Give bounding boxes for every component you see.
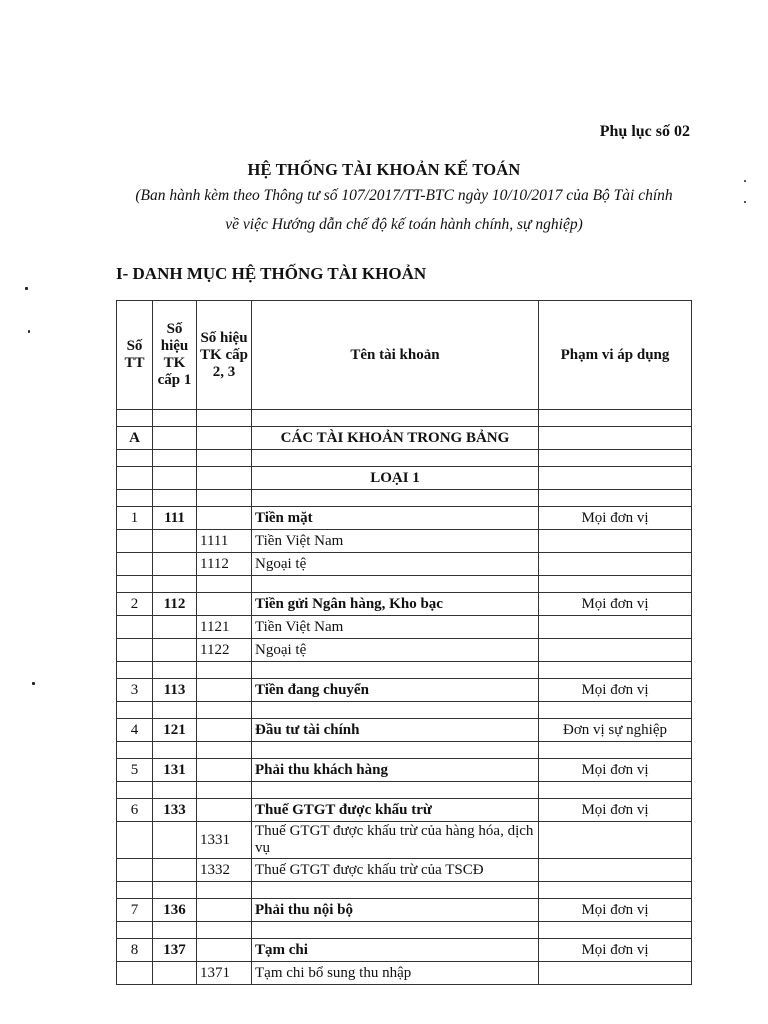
level2-code-cell: 1121	[197, 616, 252, 639]
level1-code-cell: 113	[153, 679, 197, 702]
stt-cell: 2	[117, 593, 153, 616]
empty-cell	[153, 490, 197, 507]
level2-code-cell: 1331	[197, 822, 252, 859]
level2-code-cell	[197, 679, 252, 702]
account-name-cell: Phải thu khách hàng	[252, 759, 539, 782]
empty-cell	[197, 702, 252, 719]
empty-cell	[539, 662, 692, 679]
accounts-table	[116, 300, 692, 985]
empty-cell	[539, 410, 692, 427]
document-title: HỆ THỐNG TÀI KHOẢN KẾ TOÁN	[247, 160, 521, 179]
account-name-cell: Đầu tư tài chính	[252, 719, 539, 742]
scope-cell	[539, 639, 692, 662]
document-subtitle-line-2: về việc Hướng dẫn chế độ kế toán hành chính, sự nghiệp)	[225, 216, 583, 233]
empty-cell	[252, 702, 539, 719]
subaccount-row	[117, 616, 692, 639]
scan-speck	[744, 201, 746, 203]
empty-cell	[252, 576, 539, 593]
scope-cell	[539, 962, 692, 985]
stt-cell	[117, 530, 153, 553]
empty-cell	[252, 490, 539, 507]
empty-cell	[153, 662, 197, 679]
scope-cell: Mọi đơn vị	[539, 899, 692, 922]
stt-cell: 1	[117, 507, 153, 530]
level2-code-cell	[197, 593, 252, 616]
empty-cell	[117, 450, 153, 467]
stt-cell	[117, 639, 153, 662]
level2-code-cell	[197, 507, 252, 530]
scope-cell: Mọi đơn vị	[539, 507, 692, 530]
empty-cell	[153, 450, 197, 467]
scope-cell	[539, 616, 692, 639]
empty-cell	[197, 662, 252, 679]
level1-code-cell: 112	[153, 593, 197, 616]
empty-cell	[117, 922, 153, 939]
empty-cell	[153, 702, 197, 719]
stt-cell	[117, 553, 153, 576]
level2-code-cell: 1111	[197, 530, 252, 553]
level1-code-cell: 121	[153, 719, 197, 742]
spacer-row	[117, 702, 692, 719]
account-name-cell: Thuế GTGT được khấu trừ của hàng hóa, dịch vụ	[252, 822, 539, 859]
scope-cell	[539, 822, 692, 859]
level1-code-cell	[153, 616, 197, 639]
subaccount-row	[117, 822, 692, 859]
stt-cell	[117, 616, 153, 639]
subaccount-row	[117, 962, 692, 985]
level2-code-cell: 1371	[197, 962, 252, 985]
appendix-label: Phụ lục số 02	[599, 123, 690, 140]
account-name-cell: Tiền Việt Nam	[252, 530, 539, 553]
spacer-row	[117, 410, 692, 427]
empty-cell	[539, 882, 692, 899]
empty-cell	[252, 742, 539, 759]
group-code: A	[117, 427, 153, 450]
account-name-cell: Tiền gửi Ngân hàng, Kho bạc	[252, 593, 539, 616]
subaccount-row	[117, 639, 692, 662]
stt-cell: 6	[117, 799, 153, 822]
empty-cell	[197, 490, 252, 507]
level2-code-cell: 1332	[197, 859, 252, 882]
account-name-cell: Thuế GTGT được khấu trừ	[252, 799, 539, 822]
header-stt: Số TT	[117, 301, 153, 410]
spacer-row	[117, 662, 692, 679]
header-name: Tên tài khoản	[252, 301, 539, 410]
account-row	[117, 593, 692, 616]
empty-cell	[197, 782, 252, 799]
subaccount-row	[117, 553, 692, 576]
level1-code-cell: 111	[153, 507, 197, 530]
empty-cell	[539, 782, 692, 799]
category-name: LOẠI 1	[252, 467, 539, 490]
stt-cell: 5	[117, 759, 153, 782]
scan-speck	[744, 180, 746, 182]
stt-cell: 8	[117, 939, 153, 962]
empty-cell	[197, 922, 252, 939]
account-row	[117, 719, 692, 742]
account-name-cell: Tiền Việt Nam	[252, 616, 539, 639]
subaccount-row	[117, 859, 692, 882]
level2-code-cell	[197, 759, 252, 782]
scope-cell	[539, 859, 692, 882]
level1-code-cell	[153, 859, 197, 882]
account-name-cell: Thuế GTGT được khấu trừ của TSCĐ	[252, 859, 539, 882]
empty-cell	[117, 702, 153, 719]
empty-cell	[197, 742, 252, 759]
document-subtitle-line-1: (Ban hành kèm theo Thông tư số 107/2017/TT-BTC ngày 10/10/2017 của Bộ Tài chính	[135, 187, 673, 204]
level1-code-cell	[153, 962, 197, 985]
level1-code-cell: 137	[153, 939, 197, 962]
empty-cell	[539, 922, 692, 939]
account-name-cell: Tạm chi	[252, 939, 539, 962]
group-row	[117, 427, 692, 450]
account-row	[117, 899, 692, 922]
scan-speck	[28, 330, 30, 333]
empty-cell	[153, 742, 197, 759]
account-row	[117, 759, 692, 782]
level1-code-cell: 131	[153, 759, 197, 782]
empty-cell	[153, 467, 197, 490]
level1-code-cell	[153, 822, 197, 859]
empty-cell	[539, 467, 692, 490]
empty-cell	[153, 427, 197, 450]
level2-code-cell: 1112	[197, 553, 252, 576]
empty-cell	[539, 450, 692, 467]
section-heading: I- DANH MỤC HỆ THỐNG TÀI KHOẢN	[116, 264, 427, 283]
empty-cell	[117, 782, 153, 799]
level1-code-cell	[153, 530, 197, 553]
account-name-cell: Ngoại tệ	[252, 553, 539, 576]
group-name: CÁC TÀI KHOẢN TRONG BẢNG	[252, 427, 539, 450]
stt-cell: 4	[117, 719, 153, 742]
account-row	[117, 679, 692, 702]
table-header-row	[117, 301, 692, 410]
empty-cell	[117, 662, 153, 679]
empty-cell	[117, 467, 153, 490]
spacer-row	[117, 922, 692, 939]
empty-cell	[252, 410, 539, 427]
empty-cell	[117, 410, 153, 427]
empty-cell	[252, 922, 539, 939]
header-level1: Số hiệu TK cấp 1	[153, 301, 197, 410]
empty-cell	[539, 576, 692, 593]
level2-code-cell	[197, 899, 252, 922]
level1-code-cell	[153, 553, 197, 576]
empty-cell	[153, 922, 197, 939]
stt-cell: 3	[117, 679, 153, 702]
spacer-row	[117, 490, 692, 507]
spacer-row	[117, 742, 692, 759]
stt-cell: 7	[117, 899, 153, 922]
scope-cell: Mọi đơn vị	[539, 679, 692, 702]
account-name-cell: Tiền mặt	[252, 507, 539, 530]
account-name-cell: Ngoại tệ	[252, 639, 539, 662]
account-name-cell: Tiền đang chuyển	[252, 679, 539, 702]
empty-cell	[117, 490, 153, 507]
empty-cell	[539, 742, 692, 759]
scope-cell	[539, 553, 692, 576]
empty-cell	[197, 450, 252, 467]
header-level2: Số hiệu TK cấp 2, 3	[197, 301, 252, 410]
empty-cell	[539, 427, 692, 450]
empty-cell	[197, 410, 252, 427]
level2-code-cell	[197, 719, 252, 742]
level2-code-cell	[197, 799, 252, 822]
empty-cell	[153, 410, 197, 427]
empty-cell	[197, 427, 252, 450]
empty-cell	[539, 490, 692, 507]
level2-code-cell	[197, 939, 252, 962]
spacer-row	[117, 576, 692, 593]
account-row	[117, 507, 692, 530]
empty-cell	[117, 882, 153, 899]
empty-cell	[539, 702, 692, 719]
account-row	[117, 939, 692, 962]
empty-cell	[197, 882, 252, 899]
table-body	[117, 410, 692, 985]
empty-cell	[252, 782, 539, 799]
empty-cell	[252, 450, 539, 467]
scope-cell	[539, 530, 692, 553]
level2-code-cell: 1122	[197, 639, 252, 662]
subaccount-row	[117, 530, 692, 553]
category-row	[117, 467, 692, 490]
scan-speck	[32, 682, 35, 685]
account-name-cell: Phải thu nội bộ	[252, 899, 539, 922]
empty-cell	[252, 662, 539, 679]
spacer-row	[117, 782, 692, 799]
empty-cell	[153, 882, 197, 899]
scope-cell: Mọi đơn vị	[539, 759, 692, 782]
spacer-row	[117, 450, 692, 467]
scope-cell: Mọi đơn vị	[539, 799, 692, 822]
level1-code-cell: 133	[153, 799, 197, 822]
scope-cell: Đơn vị sự nghiệp	[539, 719, 692, 742]
account-name-cell: Tạm chi bổ sung thu nhập	[252, 962, 539, 985]
level1-code-cell: 136	[153, 899, 197, 922]
stt-cell	[117, 859, 153, 882]
empty-cell	[153, 782, 197, 799]
scan-speck	[25, 287, 28, 290]
empty-cell	[117, 742, 153, 759]
empty-cell	[197, 576, 252, 593]
scope-cell: Mọi đơn vị	[539, 939, 692, 962]
empty-cell	[117, 576, 153, 593]
empty-cell	[153, 576, 197, 593]
stt-cell	[117, 962, 153, 985]
stt-cell	[117, 822, 153, 859]
header-scope: Phạm vi áp dụng	[539, 301, 692, 410]
empty-cell	[252, 882, 539, 899]
account-row	[117, 799, 692, 822]
spacer-row	[117, 882, 692, 899]
empty-cell	[197, 467, 252, 490]
scope-cell: Mọi đơn vị	[539, 593, 692, 616]
level1-code-cell	[153, 639, 197, 662]
